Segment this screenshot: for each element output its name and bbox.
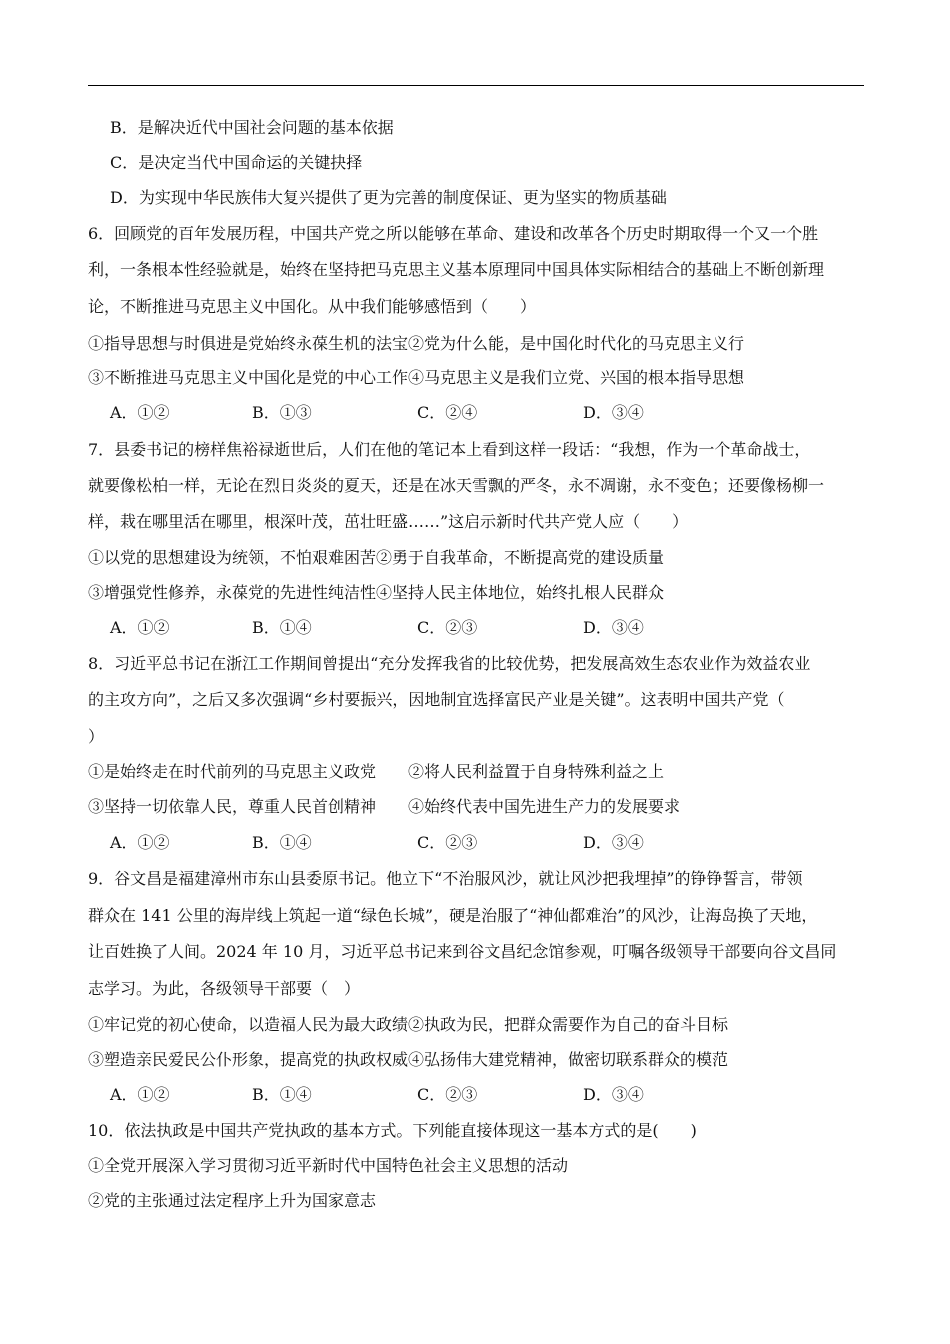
- q5-option-b: B．是解决近代中国社会问题的基本依据: [110, 118, 394, 137]
- q6-choice-c[interactable]: C．②④: [417, 403, 478, 422]
- q8-choice-b[interactable]: B．①④: [252, 833, 312, 852]
- q9-item: ①牢记党的初心使命，以造福人民为最大政绩②执政为民，把群众需要作为自己的奋斗目标: [88, 1015, 729, 1034]
- q8-stem-line: 8．习近平总书记在浙江工作期间曾提出“充分发挥我省的比较优势，把发展高效生态农业作为效益农业: [88, 654, 811, 673]
- q8-item: ①是始终走在时代前列的马克思主义政党 ②将人民利益置于自身特殊利益之上: [88, 762, 665, 781]
- q7-choice-b[interactable]: B．①④: [252, 618, 312, 637]
- q7-choice-c[interactable]: C．②③: [417, 618, 478, 637]
- q9-stem-line: 9．谷文昌是福建漳州市东山县委原书记。他立下“不治服风沙，就让风沙把我埋掉”的铮铮誓言，带领: [88, 869, 803, 888]
- q8-stem-line: 的主攻方向”，之后又多次强调“乡村要振兴，因地制宜选择富民产业是关键”。这表明中国共产党（: [88, 690, 785, 709]
- q8-choice-d[interactable]: D．③④: [583, 833, 644, 852]
- q8-choice-c[interactable]: C．②③: [417, 833, 478, 852]
- q9-stem-line: 志学习。为此，各级领导干部要（ ）: [88, 979, 361, 998]
- q7-item: ①以党的思想建设为统领，不怕艰难困苦②勇于自我革命，不断提高党的建设质量: [88, 548, 665, 567]
- q8-stem-line: ）: [88, 727, 105, 746]
- q6-choice-d[interactable]: D．③④: [583, 403, 644, 422]
- q6-choice-a[interactable]: A．①②: [110, 403, 170, 422]
- header-rule: [88, 85, 864, 86]
- q9-choice-b[interactable]: B．①④: [252, 1085, 312, 1104]
- q10-item: ①全党开展深入学习贯彻习近平新时代中国特色社会主义思想的活动: [88, 1156, 569, 1175]
- q6-choice-b[interactable]: B．①③: [252, 403, 312, 422]
- q6-stem-line: 利，一条根本性经验就是，始终在坚持把马克思主义基本原理同中国具体实际相结合的基础上不断创新理: [88, 260, 825, 279]
- q7-choice-d[interactable]: D．③④: [583, 618, 644, 637]
- q9-stem-line: 让百姓换了人间。2024 年 10 月，习近平总书记来到谷文昌纪念馆参观，叮嘱各级领导干部要向谷文昌同: [88, 942, 837, 961]
- q6-item: ③不断推进马克思主义中国化是党的中心工作④马克思主义是我们立党、兴国的根本指导思想: [88, 368, 745, 387]
- q9-choice-d[interactable]: D．③④: [583, 1085, 644, 1104]
- q7-choice-a[interactable]: A．①②: [110, 618, 170, 637]
- q6-stem-line: 6．回顾党的百年发展历程，中国共产党之所以能够在革命、建设和改革各个历史时期取得一个又一个胜: [88, 224, 819, 243]
- q9-stem-line: 群众在 141 公里的海岸线上筑起一道“绿色长城”，硬是治服了“神仙都难治”的风沙，让海岛换了天地，: [88, 906, 818, 925]
- q6-stem-line: 论，不断推进马克思主义中国化。从中我们能够感悟到（ ）: [88, 297, 537, 316]
- q7-item: ③增强党性修养，永葆党的先进性纯洁性④坚持人民主体地位，始终扎根人民群众: [88, 583, 665, 602]
- q7-stem-line: 7．县委书记的榜样焦裕禄逝世后，人们在他的笔记本上看到这样一段话：“我想，作为一个革命战士，: [88, 440, 811, 459]
- q5-option-c: C．是决定当代中国命运的关键抉择: [110, 153, 363, 172]
- q7-stem-line: 就要像松柏一样，无论在烈日炎炎的夏天，还是在冰天雪飘的严冬，永不凋谢，永不变色；还要像杨柳一: [88, 476, 825, 495]
- q9-choice-c[interactable]: C．②③: [417, 1085, 478, 1104]
- q9-choice-a[interactable]: A．①②: [110, 1085, 170, 1104]
- q7-stem-line: 样，栽在哪里活在哪里，根深叶茂，茁壮旺盛……”这启示新时代共产党人应（ ）: [88, 512, 689, 531]
- q6-item: ①指导思想与时俱进是党始终永葆生机的法宝②党为什么能，是中国化时代化的马克思主义行: [88, 334, 745, 353]
- q10-stem-line: 10．依法执政是中国共产党执政的基本方式。下列能直接体现这一基本方式的是( ): [88, 1121, 697, 1140]
- q10-item: ②党的主张通过法定程序上升为国家意志: [88, 1191, 377, 1210]
- q8-item: ③坚持一切依靠人民，尊重人民首创精神 ④始终代表中国先进生产力的发展要求: [88, 797, 681, 816]
- q8-choice-a[interactable]: A．①②: [110, 833, 170, 852]
- q9-item: ③塑造亲民爱民公仆形象，提高党的执政权威④弘扬伟大建党精神，做密切联系群众的模范: [88, 1050, 729, 1069]
- q5-option-d: D．为实现中华民族伟大复兴提供了更为完善的制度保证、更为坚实的物质基础: [110, 188, 667, 207]
